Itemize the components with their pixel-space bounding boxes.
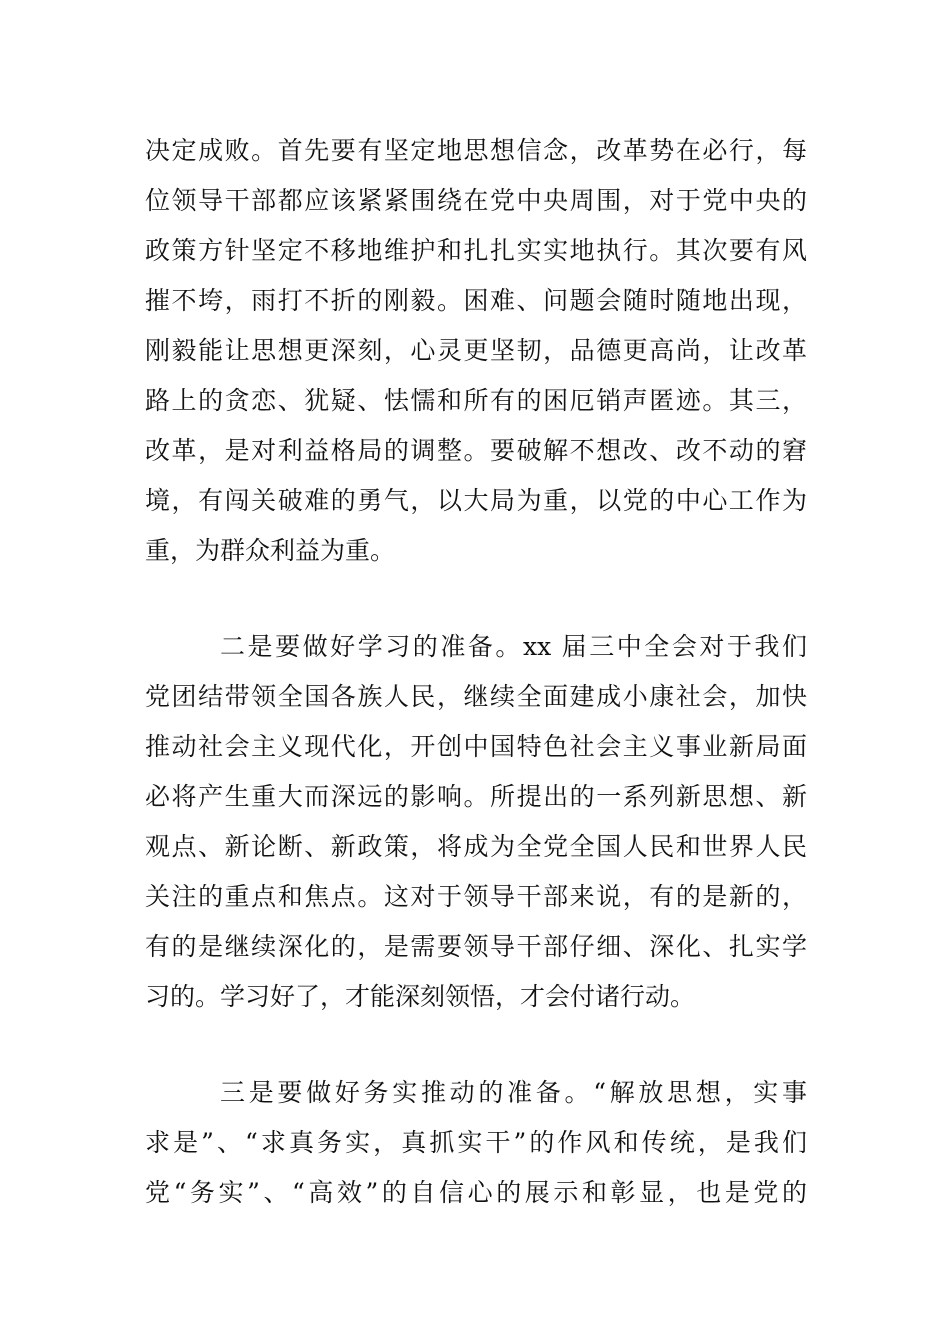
paragraph-line: 境，有闯关破难的勇气，以大局为重，以党的中心工作为 [145, 486, 807, 515]
paragraph-continuation [145, 126, 807, 576]
paragraph-line: 党团结带领全国各族人民，继续全面建成小康社会，加快 [145, 682, 807, 711]
paragraph-line: 路上的贪恋、犹疑、怯懦和所有的困厄销声匿迹。其三， [145, 386, 807, 415]
paragraph-line: 位领导干部都应该紧紧围绕在党中央周围，对于党中央的 [145, 186, 807, 215]
paragraph-line: 必将产生重大而深远的影响。所提出的一系列新思想、新 [145, 782, 807, 811]
paragraph-line: 重，为群众利益为重。 [145, 536, 396, 565]
paragraph-line: 三是要做好务实推动的准备。“解放思想，实事 [220, 1078, 807, 1107]
paragraph-study-preparation [145, 622, 807, 1022]
paragraph-line: 政策方针坚定不移地维护和扎扎实实地执行。其次要有风 [145, 236, 807, 265]
paragraph-line: 有的是继续深化的，是需要领导干部仔细、深化、扎实学 [145, 932, 807, 961]
paragraph-line: 关注的重点和焦点。这对于领导干部来说，有的是新的， [145, 882, 807, 911]
paragraph-line: 刚毅能让思想更深刻，心灵更坚韧，品德更高尚，让改革 [145, 336, 807, 365]
paragraph-line: 摧不垮，雨打不折的刚毅。困难、问题会随时随地出现， [145, 286, 807, 315]
paragraph-line: 习的。学习好了，才能深刻领悟，才会付诸行动。 [145, 982, 696, 1011]
paragraph-line: 推动社会主义现代化，开创中国特色社会主义事业新局面 [145, 732, 807, 761]
paragraph-pragmatic-preparation [145, 1068, 807, 1218]
paragraph-line: 二是要做好学习的准备。xx 届三中全会对于我们 [220, 632, 807, 661]
paragraph-line: 党“务实”、“高效”的自信心的展示和彰显，也是党的 [145, 1178, 807, 1207]
paragraph-line: 观点、新论断、新政策，将成为全党全国人民和世界人民 [145, 832, 807, 861]
paragraph-line: 改革，是对利益格局的调整。要破解不想改、改不动的窘 [145, 436, 807, 465]
paragraph-line: 求是”、“求真务实，真抓实干”的作风和传统，是我们 [145, 1128, 807, 1157]
paragraph-line: 决定成败。首先要有坚定地思想信念，改革势在必行，每 [145, 136, 807, 165]
